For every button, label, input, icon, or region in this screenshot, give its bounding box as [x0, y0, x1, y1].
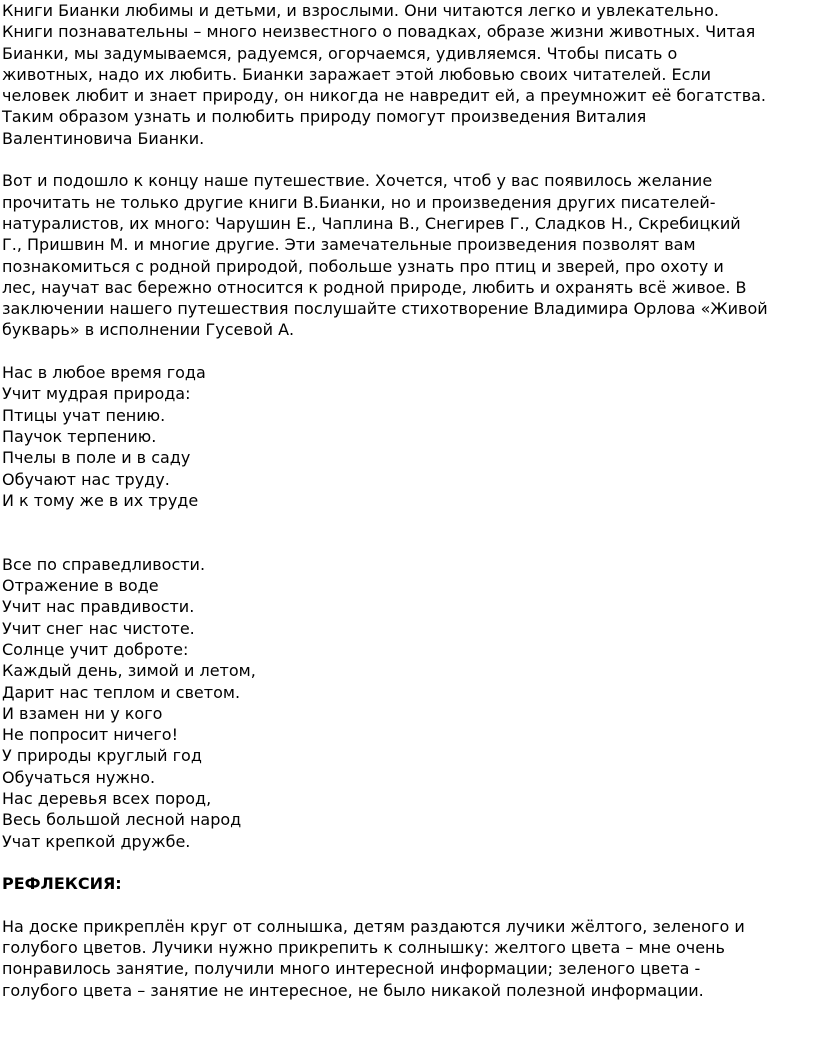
text-line: букварь» в исполнении Гусевой А. — [2, 320, 295, 340]
poem-line: Каждый день, зимой и летом, — [2, 661, 256, 681]
text-line: человек любит и знает природу, он никогда не навредит ей, а преумножит её богатства. — [2, 86, 767, 106]
paragraph-spacer — [2, 511, 814, 532]
poem-line: Обучаться нужно. — [2, 767, 156, 787]
poem-stanza-2 — [2, 554, 814, 852]
poem-stanza-1 — [2, 362, 814, 511]
poem-line: У природы круглый год — [2, 746, 202, 766]
journey-end-paragraph — [2, 170, 814, 340]
text-line: Вот и подошло к концу наше путешествие. Хочется, чтоб у вас появилось желание — [2, 171, 713, 191]
text-line: понравилось занятие, получили много интересной информации; зеленого цвета - — [2, 959, 701, 979]
poem-line: Птицы учат пению. — [2, 405, 166, 425]
text-line: познакомиться с родной природой, побольше узнать про птиц и зверей, про охоту и — [2, 256, 724, 276]
poem-line: Учит нас правдивости. — [2, 597, 195, 617]
poem-line: Пчелы в поле и в саду — [2, 448, 191, 468]
text-line: голубого цветов. Лучики нужно прикрепить к солнышку: желтого цвета – мне очень — [2, 938, 725, 958]
text-line: Г., Пришвин М. и многие другие. Эти замечательные произведения позволят вам — [2, 235, 696, 255]
text-line: голубого цвета – занятие не интересное, не было никакой полезной информации. — [2, 980, 704, 1000]
poem-line: И к тому же в их труде — [2, 490, 199, 510]
text-line: натуралистов, их много: Чарушин Е., Чаплина В., Снегирев Г., Сладков Н., Скребицкий — [2, 213, 741, 233]
poem-line: Дарит нас теплом и светом. — [2, 682, 241, 702]
poem-line: Обучают нас труду. — [2, 469, 170, 489]
document-page — [2, 0, 814, 1001]
poem-line: Паучок терпению. — [2, 426, 157, 446]
poem-line: Учит мудрая природа: — [2, 384, 191, 404]
text-line: лес, научат вас бережно относится к родной природе, любить и охранять всё живое. В — [2, 277, 747, 297]
poem-line: Весь большой лесной народ — [2, 810, 242, 830]
text-line: животных, надо их любить. Бианки заражает этой любовью своих читателей. Если — [2, 64, 712, 84]
paragraph-spacer — [2, 894, 814, 915]
text-line: Бианки, мы задумываемся, радуемся, огорчаемся, удивляемся. Чтобы писать о — [2, 43, 678, 63]
poem-line: Все по справедливости. — [2, 554, 206, 574]
paragraph-spacer — [2, 852, 814, 873]
text-line: Таким образом узнать и полюбить природу помогут произведения Виталия — [2, 107, 647, 127]
intro-paragraph — [2, 0, 814, 149]
poem-line: Солнце учит доброте: — [2, 639, 189, 659]
poem-line: Учит снег нас чистоте. — [2, 618, 195, 638]
reflection-paragraph — [2, 916, 814, 1001]
paragraph-spacer — [2, 341, 814, 362]
poem-line: Не попросит ничего! — [2, 725, 178, 745]
text-line: На доске прикреплён круг от солнышка, детям раздаются лучики жёлтого, зеленого и — [2, 916, 745, 936]
poem-line: Нас деревья всех пород, — [2, 788, 212, 808]
text-line: Валентиновича Бианки. — [2, 128, 205, 148]
poem-line: Учат крепкой дружбе. — [2, 831, 191, 851]
poem-line: Отражение в воде — [2, 576, 159, 596]
text-line: прочитать не только другие книги В.Бианки, но и произведения других писателей- — [2, 192, 716, 212]
paragraph-spacer — [2, 149, 814, 170]
poem-line: И взамен ни у кого — [2, 703, 163, 723]
reflection-heading: РЕФЛЕКСИЯ: — [2, 874, 122, 894]
poem-line: Нас в любое время года — [2, 363, 206, 383]
text-line: Книги познавательны – много неизвестного о повадках, образе жизни животных. Читая — [2, 22, 756, 42]
text-line: Книги Бианки любимы и детьми, и взрослыми. Они читаются легко и увлекательно. — [2, 1, 719, 20]
text-line: заключении нашего путешествия послушайте стихотворение Владимира Орлова «Живой — [2, 299, 768, 319]
paragraph-spacer — [2, 532, 814, 553]
